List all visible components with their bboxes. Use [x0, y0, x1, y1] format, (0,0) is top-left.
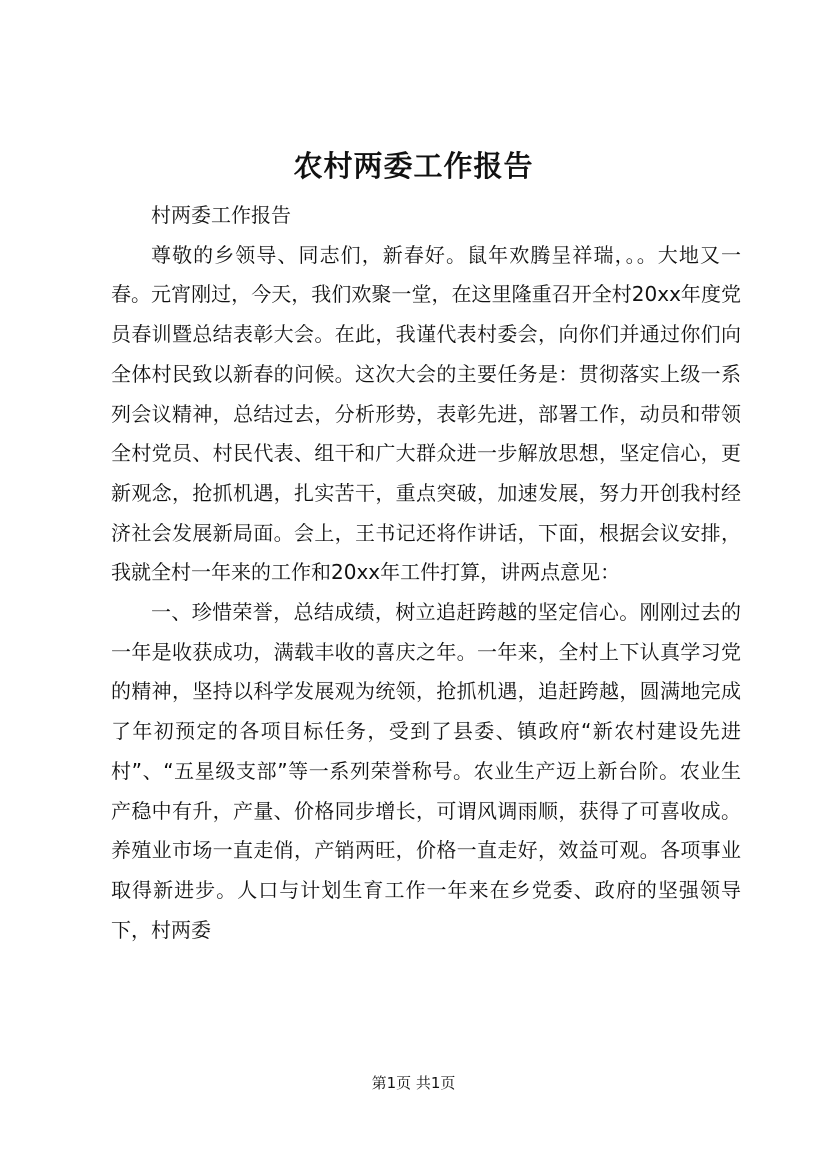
document-body [111, 196, 741, 950]
paragraph-section-one: 一、珍惜荣誉，总结成绩，树立追赶跨越的坚定信心。刚刚过去的一年是收获成功，满载丰收的喜庆之年。一年来，全村上下认真学习党的精神，坚持以科学发展观为统领，抢抓机遇，追赶跨越，圆满地完成了年初预定的各项目标任务，受到了县委、镇政府“新农村建设先进村”、“五星级支部”等一系列荣誉称号。农业生产迈上新台阶。农业生产稳中有升，产量、价格同步增长，可谓风调雨顺，获得了可喜收成。养殖业市场一直走俏，产销两旺，价格一直走好，效益可观。各项事业取得新进步。人口与计划生育工作一年来在乡党委、政府的坚强领导下，村两委 [111, 600, 741, 942]
page-footer: 第1页 共1页 [371, 1074, 456, 1092]
document-title: 农村两委工作报告 [293, 149, 534, 183]
paragraph-opening: 尊敬的乡领导、同志们，新春好。鼠年欢腾呈祥瑞，。。大地又一春。元宵刚过，今天，我们欢聚一堂，在这里隆重召开全村20xx年度党员春训暨总结表彰大会。在此，我谨代表村委会，向你们并通过你们向全体村民致以新春的问候。这次大会的主要任务是：贯彻落实上级一系列会议精神，总结过去，分析形势，表彰先进，部署工作，动员和带领全村党员、村民代表、组干和广大群众进一步解放思想，坚定信心，更新观念，抢抓机遇，扎实苦干，重点突破，加速发展，努力开创我村经济社会发展新局面。会上，王书记还将作讲话，下面，根据会议安排，我就全村一年来的工作和20xx年工件打算，讲两点意见： [111, 242, 741, 585]
paragraph-subtitle: 村两委工作报告 [151, 203, 291, 227]
